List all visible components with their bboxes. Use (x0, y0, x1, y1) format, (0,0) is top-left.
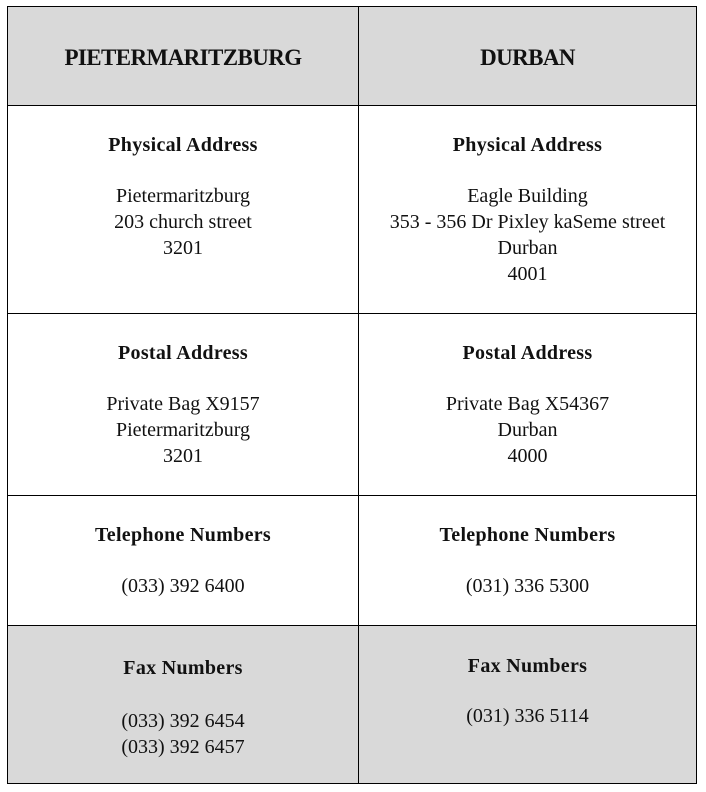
address-line: Durban (497, 237, 558, 259)
city-header-row (8, 7, 697, 106)
postal-line: Durban (497, 419, 558, 441)
postal-address-cell-pietermaritzburg (8, 314, 359, 496)
fax-heading: Fax Numbers (467, 655, 588, 677)
postal-line: Pietermaritzburg (115, 419, 251, 441)
fax-number: (031) 336 5114 (466, 705, 589, 727)
postal-address-heading: Postal Address (462, 342, 593, 364)
address-line: Pietermaritzburg (115, 185, 251, 207)
address-line: 203 church street (114, 211, 252, 233)
fax-row (8, 626, 697, 784)
header-cell-pietermaritzburg (8, 7, 359, 106)
postal-address-cell-durban (359, 314, 697, 496)
city-name: PIETERMARITZBURG (64, 45, 302, 70)
header-cell-durban (359, 7, 697, 106)
office-contact-table (7, 6, 697, 784)
address-line: 353 - 356 Dr Pixley kaSeme street (389, 211, 666, 233)
telephone-cell-pietermaritzburg (8, 496, 359, 626)
telephone-heading: Telephone Numbers (439, 524, 616, 546)
address-line: Eagle Building (467, 185, 588, 207)
postal-line: Private Bag X54367 (445, 393, 610, 415)
address-line: 4001 (507, 263, 548, 285)
telephone-heading: Telephone Numbers (94, 524, 272, 546)
physical-address-row (8, 106, 697, 314)
telephone-number: (031) 336 5300 (465, 575, 590, 597)
postal-address-heading: Postal Address (118, 342, 248, 364)
fax-number: (033) 392 6457 (121, 736, 245, 758)
postal-line: 3201 (163, 445, 203, 467)
address-line: 3201 (163, 237, 203, 259)
telephone-number: (033) 392 6400 (121, 575, 245, 597)
physical-address-heading: Physical Address (452, 134, 603, 156)
physical-address-heading: Physical Address (108, 134, 258, 156)
telephone-row (8, 496, 697, 626)
fax-cell-pietermaritzburg (8, 626, 359, 784)
fax-number: (033) 392 6454 (121, 710, 245, 732)
physical-address-cell-pietermaritzburg (8, 106, 359, 314)
physical-address-cell-durban (359, 106, 697, 314)
city-name: DURBAN (480, 45, 575, 70)
postal-line: 4000 (507, 445, 548, 467)
telephone-cell-durban (359, 496, 697, 626)
fax-cell-durban (359, 626, 697, 784)
fax-heading: Fax Numbers (123, 657, 243, 679)
postal-address-row (8, 314, 697, 496)
postal-line: Private Bag X9157 (106, 393, 260, 415)
